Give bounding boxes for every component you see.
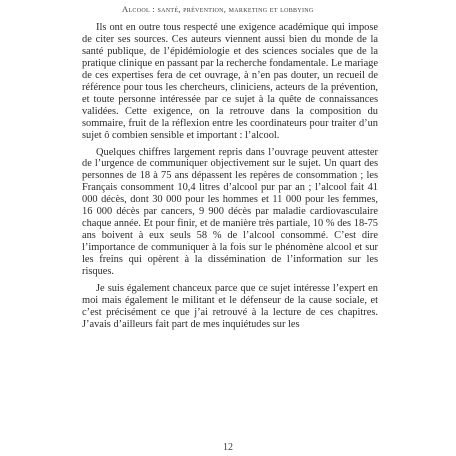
paragraph: Quelques chiffres largement repris dans l’ouvrage peuvent attester de l’urgence de communiquer objectivement sur le sujet. Un quart des personnes de 18 à 75 ans dépassent les repères de consommation ; les Français consomment 10,4 litres d’alcool pur par an ; l’alcool fait 41 000 décès, dont 30 000 pour les hommes et 11 000 pour les femmes, 16 000 décès par cancers, 9 900 décès par maladie cardiovasculaire chaque année. Et pour finir, et de manière très partiale, 10 % des 18-75 ans boivent à eux seuls 58 % de l’alcool consommé. C’est dire l’importance de communiquer à la fois sur le phénomène alcool et sur les freins qui opèrent à la dissémination de l’information sur les risques. [82, 146, 378, 278]
page-number: 12 [223, 442, 233, 453]
body-text [82, 22, 378, 336]
paragraph: Je suis également chanceux parce que ce sujet intéresse l’expert en moi mais également le militant et le défenseur de la cause sociale, et c’est précisément ce que j’ai retrouvé à la lecture de ces chapitres. J’avais d’ailleurs fait part de mes inquiétudes sur les [82, 283, 378, 330]
running-head: Alcool : santé, prévention, marketing et lobbying [122, 4, 314, 14]
paragraph: Ils ont en outre tous respecté une exigence académique qui impose de citer ses sources. Ces auteurs viennent aussi bien du monde de la santé publique, de l’épidémiologie et des sciences sociales que de la pratique clinique en passant par la recherche fondamentale. Le mariage de ces expertises fera de cet ouvrage, à n’en pas douter, un recueil de référence pour tous les chercheurs, cliniciens, acteurs de la prévention, et toute personne intéressée par ce sujet à la quête de connaissances validées. Cette exigence, on la retrouve dans la composition du sommaire, fruit de la réflexion entre les coordinateurs pour traiter d’un sujet ô combien sensible et important : l’alcool. [82, 22, 378, 141]
